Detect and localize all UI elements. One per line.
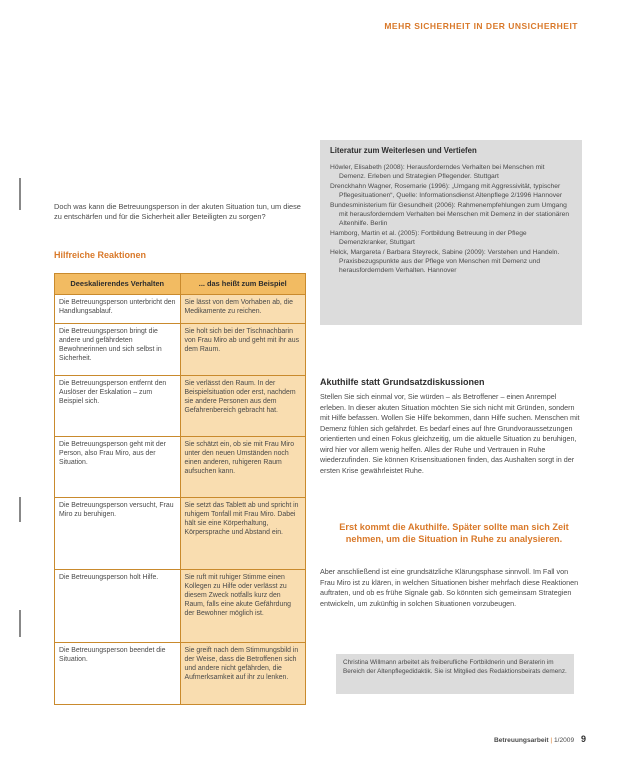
table-cell: Sie holt sich bei der Tischnachbarin von Frau Miro ab und geht mit ihr aus dem Raum.	[180, 324, 306, 376]
table-cell: Sie verlässt den Raum. In der Beispielsituation oder erst, nachdem sie andere Personen aus dem Gefahrenbereich gebracht hat.	[180, 376, 306, 437]
page-number: 9	[580, 734, 586, 744]
literature-box	[320, 140, 582, 325]
table-cell: Die Betreuungsperson entfernt den Auslöser der Eskalation – zum Beispiel sich.	[55, 376, 181, 437]
table-cell: Die Betreuungsperson beendet die Situation.	[55, 643, 181, 705]
table-row	[55, 570, 306, 643]
table-cell: Sie lässt von dem Vorhaben ab, die Medikamente zu reichen.	[180, 295, 306, 324]
table-cell: Die Betreuungsperson geht mit der Person, also Frau Miro, aus der Situation.	[55, 437, 181, 498]
table-row	[55, 324, 306, 376]
akuthilfe-heading: Akuthilfe statt Grundsatzdiskussionen	[320, 377, 485, 387]
binder-mark	[19, 610, 21, 637]
table-cell: Sie setzt das Tablett ab und spricht in ruhigem Tonfall mit Frau Miro. Dabei hält sie eine Körperhaltung, Körpersprache und Abstand ein.	[180, 498, 306, 570]
table-row	[55, 437, 306, 498]
literature-title: Literatur zum Weiterlesen und Vertiefen	[330, 146, 477, 155]
author-note: Christina Willmann arbeitet als freiberufliche Fortbildnerin und Beraterin im Bereich der Altenpflegedidaktik. Sie ist Mitglied des Redaktionsbeirats demenz.	[336, 654, 574, 694]
footer-publication: Betreuungsarbeit	[493, 737, 549, 744]
literature-entry: Bundesministerium für Gesundheit (2006): Rahmenempfehlungen zum Umgang mit herausforderndem Verhalten bei Menschen mit Demenz in der stationären Altenhilfe. Berlin	[330, 201, 570, 228]
table-row	[55, 643, 306, 705]
literature-entry: Drenckhahn Wagner, Rosemarie (1996): „Umgang mit Aggressivität, typischer Pflegesituationen“, Quelle: Informationsdienst Altenpflege 2/1996 Hannover	[330, 182, 563, 200]
table-cell: Sie ruft mit ruhiger Stimme einen Kollegen zu Hilfe oder verlässt zu diesem Zweck notfalls kurz den Raum, falls eine akute Gefährdung der Bewohner möglich ist.	[180, 570, 306, 643]
table-cell: Die Betreuungsperson versucht, Frau Miro zu beruhigen.	[55, 498, 181, 570]
table-row	[55, 376, 306, 437]
table-header-row	[55, 274, 306, 295]
table-cell: Sie greift nach dem Stimmungsbild in der Weise, dass die Betroffenen sich und andere nicht gefährden, die Aufmerksamkeit auf ihr zu lenken.	[180, 643, 306, 705]
akuthilfe-paragraph: Aber anschließend ist eine grundsätzliche Klärungsphase sinnvoll. Im Fall von Frau Miro ist zu klären, in welchen Situationen bisher mehrfach diese Reaktionen auftraten, und ob es frühe Signale gab. So könnten sich gemeinsam Strategien entwickeln, um zukünftig in solchen Situationen vorzubeugen.	[320, 567, 579, 608]
footer-issue: 1/2009	[553, 737, 575, 744]
table-cell: Die Betreuungsperson holt Hilfe.	[55, 570, 181, 643]
running-title: MEHR SICHERHEIT IN DER UNSICHERHEIT	[384, 21, 578, 31]
footer-separator: |	[550, 737, 553, 744]
reactions-table	[54, 273, 306, 705]
pull-quote: Erst kommt die Akuthilfe. Später sollte man sich Zeit nehmen, um die Situation in Ruhe zu analysieren.	[339, 522, 569, 544]
binder-mark	[19, 497, 21, 522]
literature-entry: Hamborg, Martin et al. (2005): Fortbildung Betreuung in der Pflege Demenzkranker, Stuttgart	[330, 229, 527, 247]
literature-entry: Helck, Margareta / Barbara Steyreck, Sabine (2009): Verstehen und Handeln. Praxisbezugspunkte aus der Pflege von Menschen mit Demenz und herausforderndem Verhalten. Hannover	[330, 248, 560, 275]
akuthilfe-paragraph: Stellen Sie sich einmal vor, Sie würden – als Betroffener – einen Anrempel erleben. In dieser akuten Situation möchten Sie sich nicht mit Gründen, sondern mit Hilfe befassen. Wollen Sie Hilfe bekommen, dann Hilfe suchen. Menschen mit Demenz fühlen sich gefährdet. Es bedarf eines auf Ihre Grundvoraussetzungen orientierten und einen Fokus gleichzeitig, um die aktuelle Situation zu beruhigen, wird hier vor allem wenig helfen. Alles der Ruhe und Vertrauen in Ruhe wiederzufinden. Sie können Krisensituationen finden, das Aushalten sorgt in der ersten Krise gewährleistet Ruhe.	[320, 392, 580, 475]
table-row	[55, 498, 306, 570]
column-header: ... das heißt zum Beispiel	[180, 274, 306, 295]
table-cell: Die Betreuungsperson bringt die andere und gefährdeten Bewohnerinnen und sich selbst in Sicherheit.	[55, 324, 181, 376]
table-row	[55, 295, 306, 324]
table-cell: Sie schätzt ein, ob sie mit Frau Miro unter den neuen Umständen noch einen anderen, ruhigeren Raum aufsuchen kann.	[180, 437, 306, 498]
binder-mark	[19, 178, 21, 210]
table-cell: Die Betreuungsperson unterbricht den Handlungsablauf.	[55, 295, 181, 324]
intro-text: Doch was kann die Betreuungsperson in der akuten Situation tun, um diese zu entschärfen und für die Sicherheit aller Beteiligten zu sorgen?	[54, 202, 301, 222]
column-header: Deeskalierendes Verhalten	[55, 274, 181, 295]
literature-entry: Höwler, Elisabeth (2008): Herausforderndes Verhalten bei Menschen mit Demenz. Erleben und Strategien Pflegender. Stuttgart	[330, 164, 545, 181]
page-footer	[494, 734, 586, 744]
reactions-title: Hilfreiche Reaktionen	[54, 250, 147, 260]
